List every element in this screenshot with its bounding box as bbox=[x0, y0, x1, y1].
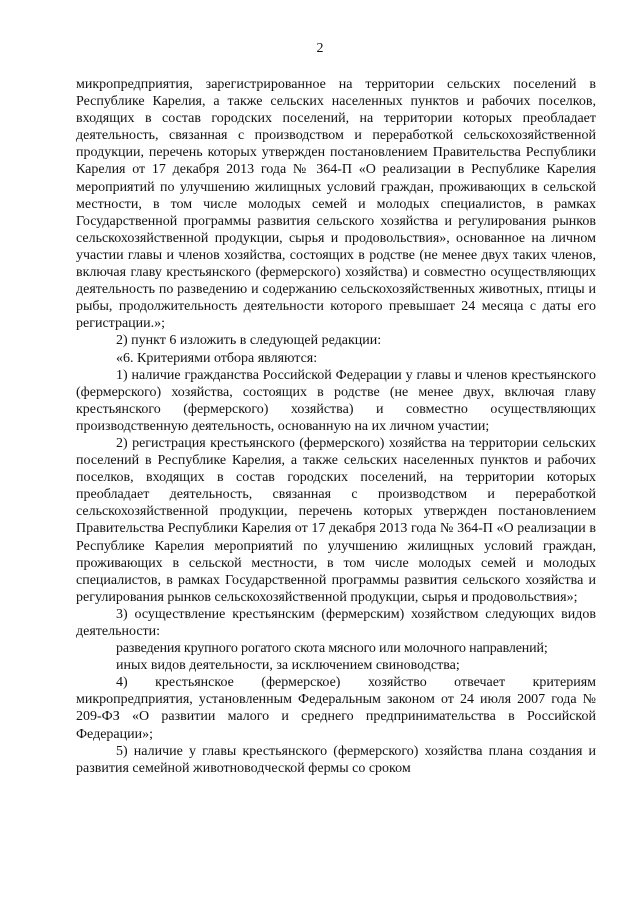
paragraph-activity-other: иных видов деятельности, за исключением свиноводства; bbox=[116, 658, 460, 674]
paragraph-criterion-5: 5) наличие у главы крестьянского (фермерского) хозяйства плана создания и развития семейной животноводческой фермы со сроком bbox=[76, 743, 596, 776]
page-number: 2 bbox=[316, 41, 324, 56]
paragraph-criterion-3: 3) осуществление крестьянским (фермерским) хозяйством следующих видов деятельности: bbox=[76, 606, 596, 639]
paragraph-criterion-4: 4) крестьянское (фермерское) хозяйство отвечает критериям микропредприятия, установленным Федеральным законом от 24 июля 2007 года № 209-ФЗ «О развитии малого и среднего предпринимательства в Российской Федерации»; bbox=[76, 675, 596, 742]
paragraph-criterion-2: 2) регистрация крестьянского (фермерского) хозяйства на территории сельских поселений в Республике Карелия, а также сельских населенных пунктов и рабочих поселков, входящих в состав городских поселений, на территории которых преобладает деятельность, связанная с производством и переработкой сельскохозяйственной продукции, перечень которых утвержден постановлением Правительства Республики Карелия от 17 декабря 2013 года № 364-П «О реализации в Республике Карелия мероприятий по улучшению жилищных условий граждан, проживающих в сельской местности, в том числе молодых семей и молодых специалистов, в рамках Государственной программы развития сельского хозяйства и регулирования рынков сельскохозяйственной продукции, сырья и продовольствия»; bbox=[76, 435, 596, 605]
paragraph-activity-cattle: разведения крупного рогатого скота мясного или молочного направлений; bbox=[116, 641, 548, 657]
paragraph-item-2-amendment: 2) пункт 6 изложить в следующей редакции: bbox=[116, 333, 382, 349]
paragraph-criterion-1: 1) наличие гражданства Российской Федерации у главы и членов крестьянского (фермерского) хозяйства, состоящих в родстве (не менее двух, включая главу крестьянского (фермерского) хозяйства) и совместно осуществляющих производственную деятельность, основанную на их личном участии; bbox=[76, 367, 596, 434]
paragraph-criteria-heading: «6. Критериями отбора являются: bbox=[116, 350, 318, 366]
paragraph-continuation: микропредприятия, зарегистрированное на территории сельских поселений в Республике Карелия, а также сельских населенных пунктов и рабочих поселков, входящих в состав городских поселений, на территории которых преобладает деятельность, связанная с производством и переработкой сельскохозяйственной продукции, перечень которых утвержден постановлением Правительства Республики Карелия от 17 декабря 2013 года № 364-П «О реализации в Республике Карелия мероприятий по улучшению жилищных условий граждан, проживающих в сельской местности, в том числе молодых семей и молодых специалистов, в рамках Государственной программы развития сельского хозяйства и регулирования рынков сельскохозяйственной продукции, сырья и продовольствия», основанное на личном участии главы и членов хозяйства, состоящих в родстве (не менее двух таких членов, включая главу крестьянского (фермерского) хозяйства) и совместно осуществляющих деятельность по разведению и содержанию сельскохозяйственных животных, птицы и рыбы, продолжительность деятельности которого превышает 24 месяца с даты его регистрации.»; bbox=[76, 77, 596, 332]
